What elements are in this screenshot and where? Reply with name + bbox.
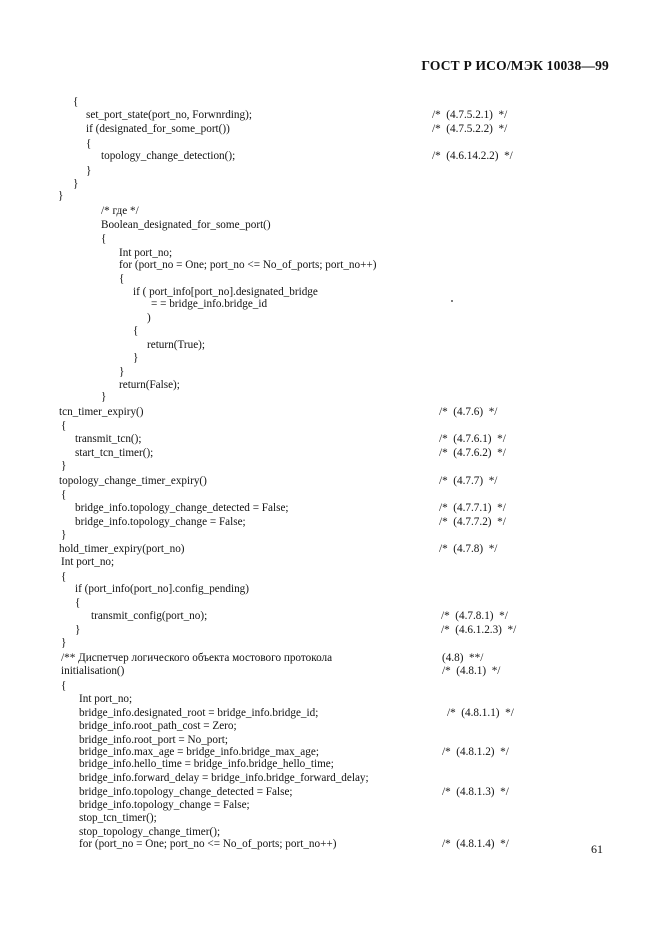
code-comment: (4.8) **/ [442,652,484,664]
code-text: if (port_info(port_no].config_pending) [75,583,249,595]
code-comment: /* (4.7.6) */ [439,406,498,418]
code-text: for (port_no = One; port_no <= No_of_ports; port_no++) [79,838,337,850]
code-text: start_tcn_timer(); [75,447,154,459]
code-text: if ( port_info[port_no].designated_bridge [133,286,318,298]
code-text: { [101,233,107,245]
code-text: transmit_config(port_no); [91,610,208,622]
code-text: return(True); [147,339,205,351]
code-text: tcn_timer_expiry() [59,406,144,418]
code-text: { [133,325,139,337]
code-text: bridge_info.hello_time = bridge_info.bridge_hello_time; [79,758,334,770]
code-text: bridge_info.root_port = No_port; [79,734,228,746]
code-text: } [101,391,107,403]
code-comment: /* (4.7.7.1) */ [439,502,506,514]
code-text: } [58,190,64,202]
code-comment: /* (4.8.1) */ [442,665,501,677]
code-text: { [61,571,67,583]
code-text: stop_topology_change_timer(); [79,826,221,838]
code-text: topology_change_detection(); [101,150,236,162]
code-text: { [61,489,67,501]
code-text: bridge_info.topology_change = False; [75,516,246,528]
code-text: bridge_info.topology_change = False; [79,799,250,811]
standard-header: ГОСТ Р ИСО/МЭК 10038—99 [421,58,609,73]
code-text: } [73,178,79,190]
code-text: { [61,420,67,432]
code-comment: /* (4.8.1.1) */ [447,707,514,719]
code-comment: /* (4.7.5.2.1) */ [432,109,508,121]
code-comment: /* (4.6.14.2.2) */ [432,150,513,162]
code-comment: /* (4.7.6.2) */ [439,447,506,459]
code-text: } [86,165,92,177]
code-text: /* где */ [101,205,139,217]
code-text: } [133,352,139,364]
code-text: topology_change_timer_expiry() [59,475,207,487]
code-text: { [75,597,81,609]
code-text: { [86,138,92,150]
code-text: } [61,637,67,649]
code-text: bridge_info.designated_root = bridge_info.bridge_id; [79,707,319,719]
code-text: { [119,273,125,285]
code-comment: /* (4.7.7) */ [439,475,498,487]
code-text: for (port_no = One; port_no <= No_of_ports; port_no++) [119,259,377,271]
code-text: transmit_tcn(); [75,433,142,445]
code-text: bridge_info.topology_change_detected = False; [79,786,293,798]
code-text: } [75,624,81,636]
code-text: Int port_no; [61,556,115,568]
code-comment: /* (4.7.7.2) */ [439,516,506,528]
code-comment: /* (4.7.6.1) */ [439,433,506,445]
code-text: if (designated_for_some_port()) [86,123,230,135]
page-number: 61 [591,842,603,856]
code-text: bridge_info.forward_delay = bridge_info.bridge_forward_delay; [79,772,369,784]
code-comment: /* (4.6.1.2.3) */ [441,624,517,636]
code-text: bridge_info.root_path_cost = Zero; [79,720,237,732]
code-comment: /* (4.8.1.4) */ [442,838,509,850]
code-comment: /* (4.7.8.1) */ [441,610,508,622]
code-text: set_port_state(port_no, Forwnrding); [86,109,252,121]
code-text: { [73,96,79,108]
code-text: = = bridge_info.bridge_id [151,298,268,310]
code-comment: /* (4.8.1.2) */ [442,746,509,758]
code-comment: /* (4.8.1.3) */ [442,786,509,798]
code-text: { [61,680,67,692]
code-text: Boolean_designated_for_some_port() [101,219,271,231]
code-text: /** Диспетчер логического объекта мостового протокола [61,652,333,664]
code-comment: /* (4.7.5.2.2) */ [432,123,508,135]
code-text: bridge_info.max_age = bridge_info.bridge_max_age; [79,746,319,758]
stray-dot [451,300,453,302]
code-text: ) [147,312,151,324]
code-text: stop_tcn_timer(); [79,812,157,824]
code-text: } [61,460,67,472]
code-text: return(False); [119,379,180,391]
code-text: Int port_no; [79,693,133,705]
code-comment: /* (4.7.8) */ [439,543,498,555]
code-text: hold_timer_expiry(port_no) [59,543,185,555]
code-text: } [119,366,125,378]
code-text: initialisation() [61,665,125,677]
code-text: } [61,529,67,541]
code-text: bridge_info.topology_change_detected = False; [75,502,289,514]
code-text: Int port_no; [119,247,173,259]
